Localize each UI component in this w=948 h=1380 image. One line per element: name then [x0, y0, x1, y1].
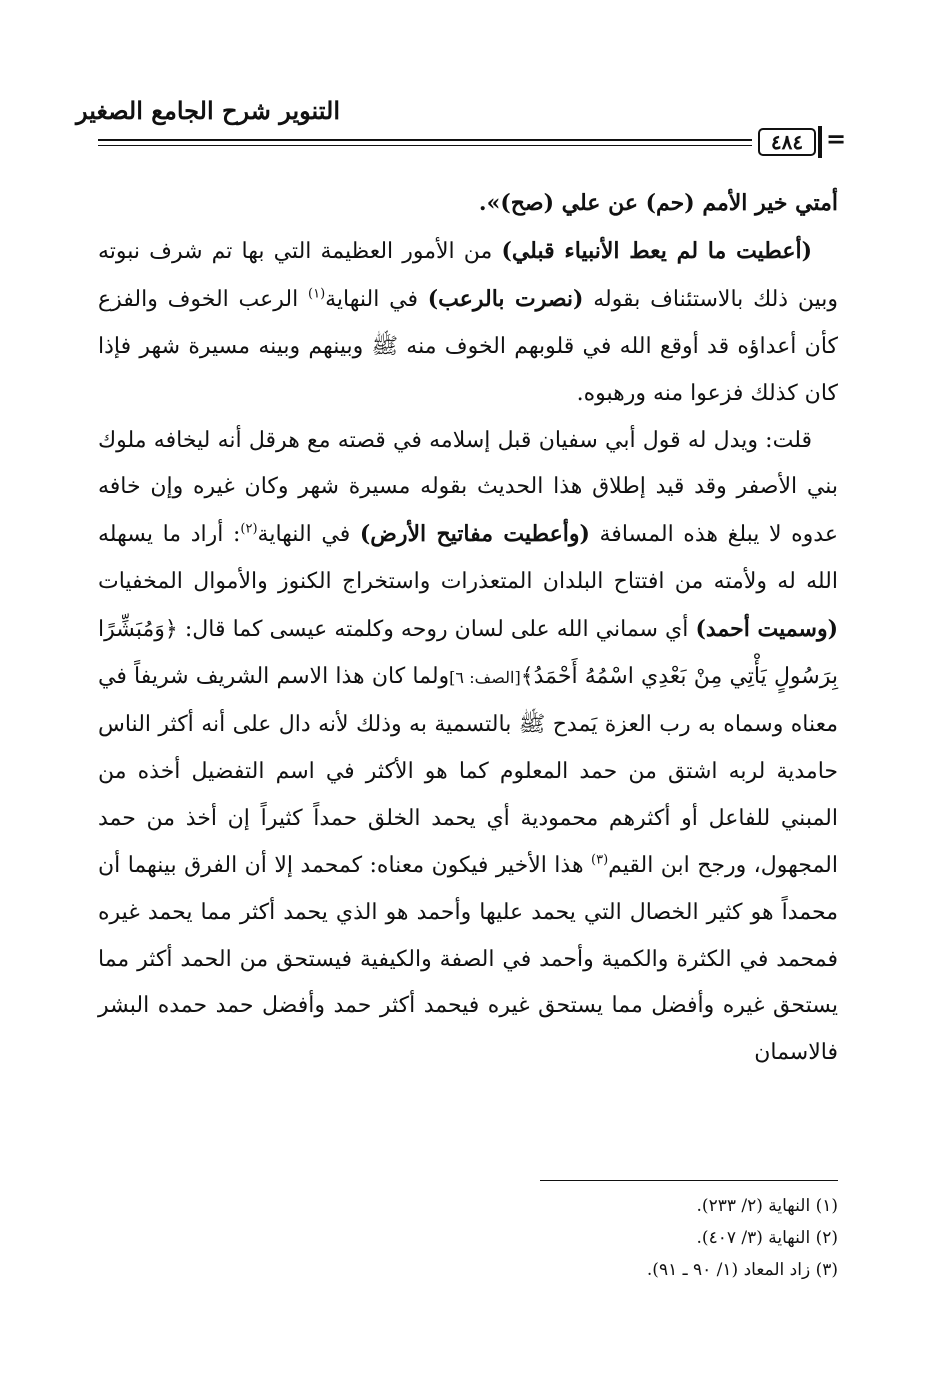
header-rule-thick — [98, 139, 752, 141]
paragraph-3-part-e: ولما كان هذا الاسم الشريف شريفاً في معناه وسماه به رب العزة يَمدح ﷺ بالتسمية به وذلك لأنه دال على أنه أكثر الناس حامدية لربه اشتق من حمد المعلوم كما هو الأكثر في اسم التفضيل أخذه من المبني للفاعل أو أكثرهم محمودية أي يحمد الخلق حمداً كثيراً إن أخذ من حمد المجهول، ورجح ابن القيم — [98, 664, 838, 878]
page-number: ٤٨٤ — [770, 130, 804, 154]
continuation-mark: = — [826, 124, 847, 153]
paragraph-2-part-a: من الأمور العظيمة التي بها تم شرف نبوته وبين ذلك بالاستئناف بقوله — [98, 238, 838, 312]
page-number-box — [758, 128, 816, 156]
hadith-phrase-2: (نصرت بالرعب) — [427, 285, 584, 312]
paragraph-3-part-b: في النهاية — [257, 522, 360, 548]
footnote-ref-1: (١) — [308, 286, 326, 302]
footnote-2: (٢) النهاية (٣/ ٤٠٧). — [696, 1228, 838, 1248]
quran-verse: ﴿وَمُبَشِّرًا بِرَسُولٍ يَأْتِي مِنْ بَعْدِي اسْمُهُ أَحْمَدُ﴾ — [98, 617, 838, 690]
hadith-phrase-4: (وسميت أحمد) — [695, 616, 838, 643]
footnote-3: (٣) زاد المعاد (١/ ٩٠ ـ ٩١). — [646, 1260, 838, 1280]
paragraph-1-text: أمتي خير الأمم (حم) عن علي (صح)». — [478, 190, 838, 216]
hadith-phrase-3: (وأعطيت مفاتيح الأرض) — [359, 521, 590, 548]
hadith-phrase-1: (أعطيت ما لم يعط الأنبياء قبلي) — [501, 237, 813, 264]
footnotes — [338, 1190, 838, 1286]
footnote-separator — [540, 1180, 838, 1181]
paragraph-2-part-b: في النهاية — [325, 286, 428, 312]
paragraph-2 — [98, 228, 838, 418]
paragraph-3-part-d: أي سماني الله على لسان روحه وكلمته عيسى كما قال: — [177, 617, 696, 643]
paragraph-3-part-f: هذا الأخير فيكون معناه: كمحمد إلا أن الفرق بينهما أن محمداً هو كثير الخصال التي يحمد عليها وأحمد هو الذي يحمد أكثر مما يحمد غيره فمحمد في الكثرة والكمية وأحمد في الصفة والكيفية فيستحق من الحمد أكثر مما يستحق غيره وأفضل مما يستحق غيره فيحمد أكثر حمد وأفضل حمد حمده البشر فالاسمان — [98, 852, 838, 1066]
paragraph-3-part-c: : أراد ما يسهله الله له ولأمته من افتتاح البلدان المتعذرات واستخراج الكنوز والأموال المخفيات — [98, 522, 838, 595]
page-box-bar — [818, 126, 822, 158]
footnote-ref-3: (٣) — [591, 852, 609, 868]
paragraph-1 — [98, 180, 838, 228]
paragraph-2-part-c: الرعب الخوف والفزع كأن أعداؤه قد أوقع الله في قلوبهم الخوف منه ﷺ وبينهم وبينه مسيرة شهر فإذا كان كذلك فزعوا منه ورهبوه. — [98, 286, 838, 406]
footnote-1: (١) النهاية (٢/ ٢٣٣). — [696, 1196, 838, 1216]
footnote-ref-2: (٢) — [240, 522, 258, 538]
paragraph-3-part-a: قلت: ويدل له قول أبي سفيان قبل إسلامه في قصته مع هرقل أنه ليخافه ملوك بني الأصفر وقد قيد إطلاق هذا الحديث بقوله مسيرة شهر وكان غيره وإن خافه عدوه لا يبلغ هذه المسافة — [98, 427, 838, 548]
main-text — [98, 180, 838, 1077]
header-rule-thin — [98, 145, 752, 146]
running-title: التنوير شرح الجامع الصغير — [76, 96, 340, 125]
paragraph-3 — [98, 418, 838, 1078]
quran-reference: [الصف: ٦] — [449, 668, 521, 688]
